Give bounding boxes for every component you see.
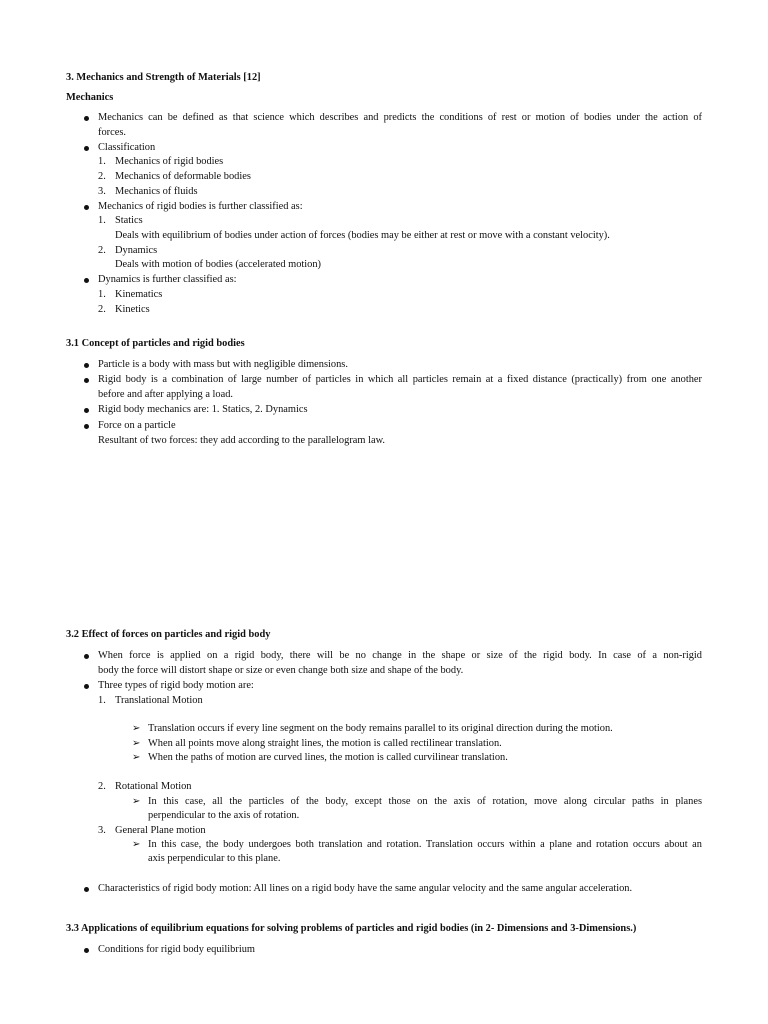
arrow-bullet-icon: ➢ <box>132 796 141 807</box>
arrow-bullet-icon: ➢ <box>132 752 141 763</box>
list-item: Mechanics of fluids <box>115 186 198 197</box>
list-item: When force is applied on a rigid body, there will be no change in the shape or size of the rigid body. In case of a non-rigid <box>98 650 702 661</box>
list-number: 1. <box>98 156 106 167</box>
sub-item-cont: perpendicular to the axis of rotation. <box>148 810 300 821</box>
bullet-icon <box>84 116 89 121</box>
sub-item: Translation occurs if every line segment on the body remains parallel to its original direction during the motion. <box>148 723 613 734</box>
sub-item-cont: axis perpendicular to this plane. <box>148 853 281 864</box>
list-item: Rotational Motion <box>115 781 192 792</box>
bullet-icon <box>84 654 89 659</box>
list-number: 2. <box>98 245 106 256</box>
list-number: 2. <box>98 304 106 315</box>
list-item: Kinetics <box>115 304 150 315</box>
bullet-icon <box>84 146 89 151</box>
classification-item: Classification <box>98 142 156 153</box>
bullet-icon <box>84 278 89 283</box>
list-item: Three types of rigid body motion are: <box>98 680 254 691</box>
list-item: Mechanics of rigid bodies is further classified as: <box>98 201 303 212</box>
list-number: 1. <box>98 695 106 706</box>
bullet-icon <box>84 408 89 413</box>
list-number: 1. <box>98 289 106 300</box>
bullet-icon <box>84 948 89 953</box>
bullet-icon <box>84 684 89 689</box>
section-heading: 3.2 Effect of forces on particles and rigid body <box>66 629 271 640</box>
bullet-icon <box>84 424 89 429</box>
list-item-desc: Deals with motion of bodies (accelerated motion) <box>115 259 322 270</box>
list-item: Force on a particle <box>98 420 176 431</box>
list-item: Mechanics of rigid bodies <box>115 156 224 167</box>
list-item-desc: Deals with equilibrium of bodies under action of forces (bodies may be either at rest or move with a constant velocity). <box>115 230 610 241</box>
sub-item: When all points move along straight lines, the motion is called rectilinear translation. <box>148 738 502 749</box>
list-item: Rigid body is a combination of large number of particles in which all particles remain at a fixed distance (practically) from one another <box>98 374 702 385</box>
list-item: Statics <box>115 215 143 226</box>
bullet-icon <box>84 378 89 383</box>
section-title: 3. Mechanics and Strength of Materials [12] <box>66 72 261 83</box>
list-item: Translational Motion <box>115 695 203 706</box>
list-item-cont: Resultant of two forces: they add according to the parallelogram law. <box>98 435 385 446</box>
list-number: 1. <box>98 215 106 226</box>
list-number: 3. <box>98 825 106 836</box>
list-number: 2. <box>98 781 106 792</box>
arrow-bullet-icon: ➢ <box>132 723 141 734</box>
list-item-cont: body the force will distort shape or size or even change both size and shape of the body. <box>98 665 464 676</box>
arrow-bullet-icon: ➢ <box>132 839 141 850</box>
mechanics-heading: Mechanics <box>66 92 114 103</box>
arrow-bullet-icon: ➢ <box>132 738 141 749</box>
list-item: Rigid body mechanics are: 1. Statics, 2. Dynamics <box>98 404 308 415</box>
sub-item: In this case, the body undergoes both translation and rotation. Translation occurs within a plane and rotation occurs about an <box>148 839 702 850</box>
section-heading: 3.1 Concept of particles and rigid bodies <box>66 338 245 349</box>
list-item: Dynamics <box>115 245 158 256</box>
list-item: General Plane motion <box>115 825 206 836</box>
sub-item: In this case, all the particles of the body, except those on the axis of rotation, move along circular paths in planes <box>148 796 702 807</box>
mechanics-definition: Mechanics can be defined as that science which describes and predicts the conditions of rest or motion of bodies under the action of <box>98 112 702 123</box>
list-item: Conditions for rigid body equilibrium <box>98 944 256 955</box>
list-item: Mechanics of deformable bodies <box>115 171 251 182</box>
section-heading: 3.3 Applications of equilibrium equations for solving problems of particles and rigid bodies (in 2- Dimensions and 3-Dimensions.) <box>66 923 637 934</box>
bullet-icon <box>84 887 89 892</box>
list-item: Kinematics <box>115 289 163 300</box>
sub-item: When the paths of motion are curved lines, the motion is called curvilinear translation. <box>148 752 508 763</box>
bullet-icon <box>84 363 89 368</box>
list-item: Dynamics is further classified as: <box>98 274 237 285</box>
list-item: Particle is a body with mass but with negligible dimensions. <box>98 359 348 370</box>
bullet-icon <box>84 205 89 210</box>
list-number: 3. <box>98 186 106 197</box>
mechanics-definition-cont: forces. <box>98 127 126 138</box>
list-item: Characteristics of rigid body motion: All lines on a rigid body have the same angular velocity and the same angular acceleration. <box>98 883 633 894</box>
list-item-cont: before and after applying a load. <box>98 389 234 400</box>
list-number: 2. <box>98 171 106 182</box>
